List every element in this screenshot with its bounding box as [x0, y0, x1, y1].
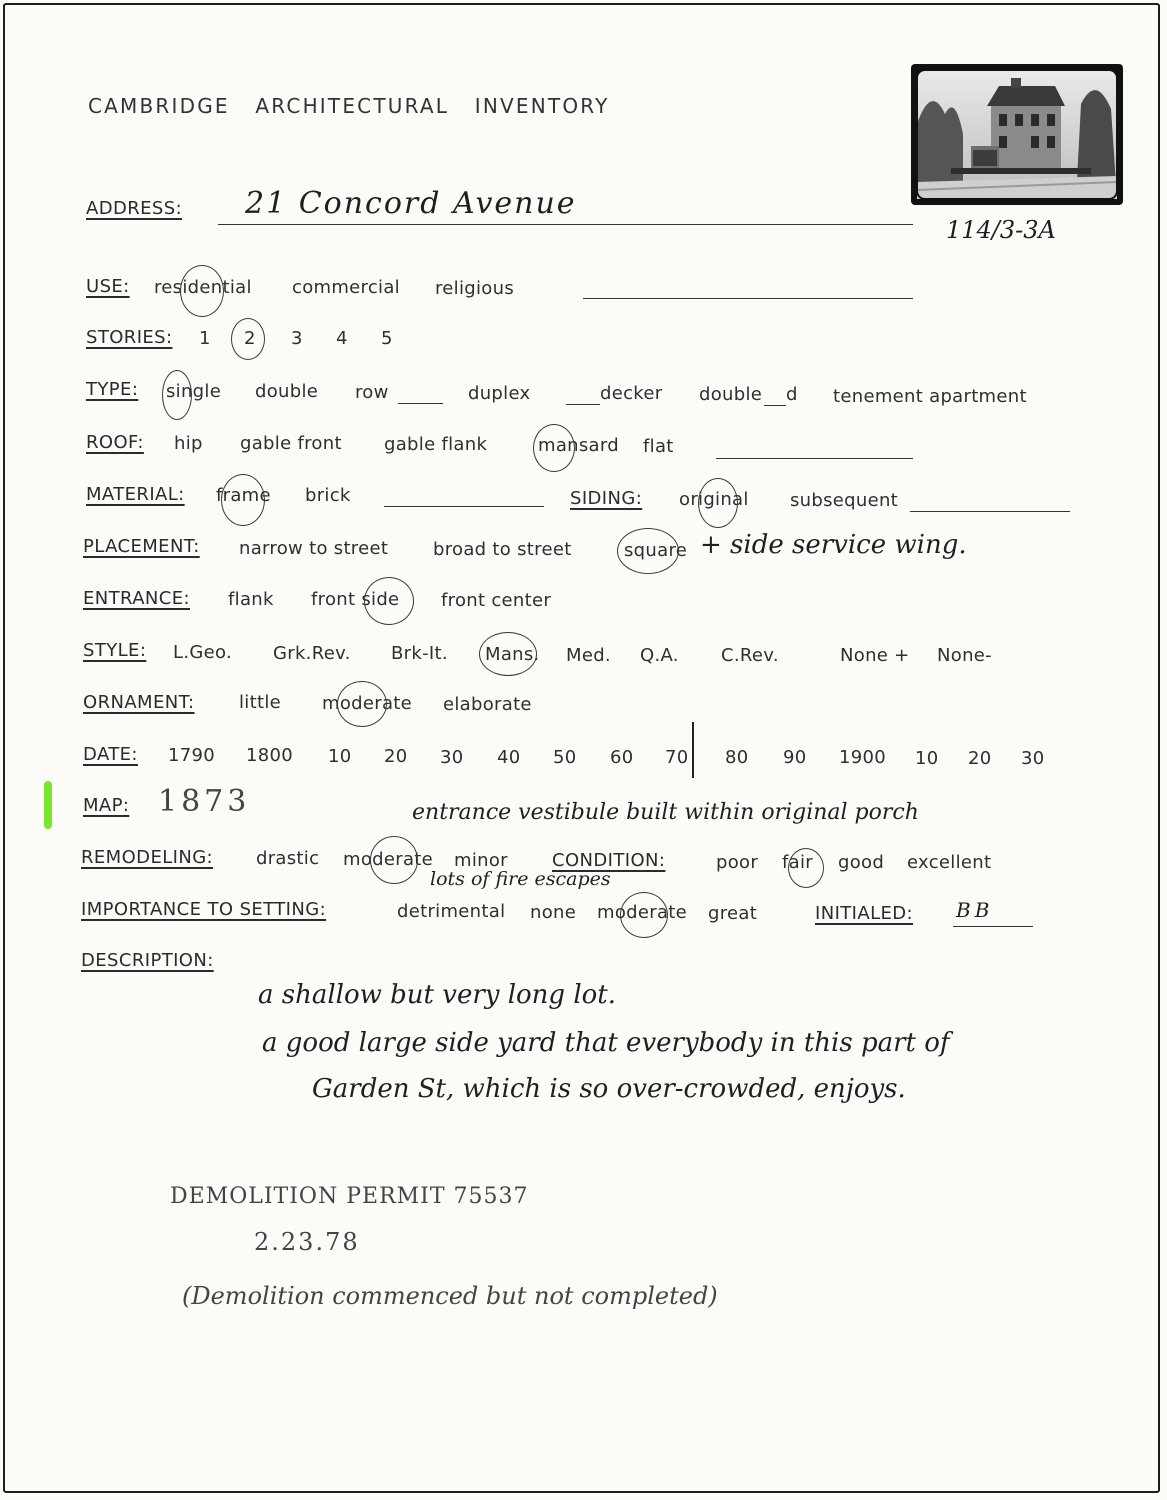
parcel-number: 114/3-3A [946, 216, 1056, 244]
roof-gable-flank: gable flank [384, 434, 488, 455]
roof-selection-circle [533, 424, 575, 472]
entrance-front-side: front side [311, 589, 400, 610]
demolition-note: (Demolition commenced but not completed) [182, 1282, 718, 1310]
condition-fair: fair [782, 852, 813, 873]
date-label: DATE: [83, 744, 138, 765]
use-other-line [583, 298, 913, 299]
building-photo [911, 64, 1123, 205]
ornament-moderate: moderate [322, 693, 413, 714]
address-value: 21 Concord Avenue [245, 186, 577, 221]
style-label: STYLE: [83, 640, 147, 661]
type-single: single [166, 381, 222, 402]
style-selection-circle [479, 632, 537, 676]
type-label: TYPE: [86, 379, 139, 400]
importance-none: none [530, 902, 577, 923]
placement-square: square [624, 540, 688, 561]
siding-subsequent: subsequent [790, 490, 899, 511]
condition-good: good [838, 852, 885, 873]
siding-other-line [910, 511, 1070, 512]
roof-label: ROOF: [86, 432, 144, 453]
date-1920: 20 [968, 748, 992, 769]
ornament-elaborate: elaborate [443, 694, 532, 715]
siding-selection-circle [698, 478, 738, 528]
placement-narrow: narrow to street [239, 538, 389, 559]
remodeling-minor: minor [454, 850, 508, 871]
use-residential: residential [154, 277, 252, 298]
siding-label: SIDING: [570, 488, 643, 509]
type-duplex: duplex [468, 383, 531, 404]
description-line-3: Garden St, which is so over-crowded, enjoys. [312, 1074, 906, 1104]
stories-5: 5 [381, 328, 393, 349]
style-brkit: Brk-It. [391, 643, 448, 664]
initialed-line [953, 926, 1033, 927]
entrance-label: ENTRANCE: [83, 588, 190, 609]
importance-selection-circle [620, 892, 668, 938]
use-commercial: commercial [292, 277, 400, 298]
material-brick: brick [305, 485, 351, 506]
form-title: CAMBRIDGE ARCHITECTURAL INVENTORY [88, 94, 610, 118]
date-30: 30 [440, 747, 464, 768]
type-selection-circle [162, 370, 192, 420]
date-1800: 1800 [246, 745, 294, 766]
roof-other-line [716, 458, 913, 459]
condition-label: CONDITION: [552, 850, 666, 871]
material-other-line [384, 506, 544, 507]
importance-label: IMPORTANCE TO SETTING: [81, 899, 327, 920]
importance-moderate: moderate [597, 902, 688, 923]
condition-poor: poor [716, 852, 759, 873]
description-label: DESCRIPTION: [81, 950, 214, 971]
roof-mansard: mansard [538, 435, 619, 456]
style-none-plus: None + [840, 645, 910, 666]
remodeling-moderate: moderate [343, 849, 434, 870]
initialed-value: BB [956, 898, 994, 922]
type-double: double [255, 381, 319, 402]
stories-label: STORIES: [86, 327, 173, 348]
stories-1: 1 [199, 328, 211, 349]
entrance-flank: flank [228, 589, 274, 610]
remodeling-note: entrance vestibule built within original porch [412, 800, 919, 825]
remodeling-selection-circle [370, 836, 418, 884]
use-label: USE: [86, 276, 130, 297]
date-20: 20 [384, 746, 408, 767]
material-frame: frame [216, 485, 271, 506]
placement-broad: broad to street [433, 539, 572, 560]
style-lgeo: L.Geo. [173, 642, 232, 663]
remodeling-drastic: drastic [256, 848, 320, 869]
entrance-front-center: front center [441, 590, 552, 611]
material-label: MATERIAL: [86, 484, 185, 505]
date-10: 10 [328, 746, 352, 767]
use-selection-circle [180, 265, 224, 317]
stories-4: 4 [336, 328, 348, 349]
type-row-line [398, 403, 443, 404]
address-label: ADDRESS: [86, 198, 183, 219]
ornament-selection-circle [337, 681, 387, 727]
initialed-label: INITIALED: [815, 903, 914, 924]
roof-flat: flat [643, 436, 674, 457]
date-1930: 30 [1021, 748, 1045, 769]
type-double-d-line [764, 405, 786, 406]
condition-excellent: excellent [907, 852, 992, 873]
house-photo-image [911, 64, 1123, 205]
date-40: 40 [497, 747, 521, 768]
condition-selection-circle [788, 848, 824, 888]
type-tenement-apartment: tenement apartment [833, 386, 1027, 407]
date-50: 50 [553, 747, 577, 768]
date-70: 70 [665, 747, 689, 768]
style-med: Med. [566, 645, 611, 666]
stories-2: 2 [244, 328, 256, 349]
type-decker-line [566, 404, 600, 405]
date-marker-line [692, 722, 694, 778]
date-1790: 1790 [168, 745, 216, 766]
siding-original: original [679, 489, 749, 510]
style-grkrev: Grk.Rev. [273, 643, 351, 664]
ornament-label: ORNAMENT: [83, 692, 195, 713]
importance-detrimental: detrimental [397, 901, 506, 922]
placement-note: + side service wing. [700, 530, 967, 560]
importance-note: lots of fire escapes [430, 868, 611, 890]
use-religious: religious [435, 278, 515, 299]
date-1900: 1900 [839, 747, 887, 768]
placement-label: PLACEMENT: [83, 536, 200, 557]
demolition-permit: DEMOLITION PERMIT 75537 [170, 1184, 529, 1209]
entrance-selection-circle [364, 577, 414, 625]
map-label: MAP: [83, 795, 130, 816]
type-double-d: d [786, 384, 798, 405]
map-value: 1873 [158, 784, 251, 819]
type-row: row [355, 382, 389, 403]
style-qa: Q.A. [640, 645, 679, 666]
style-mans: Mans. [485, 644, 540, 665]
placement-selection-circle [617, 528, 679, 574]
remodeling-label: REMODELING: [81, 847, 214, 868]
stories-3: 3 [291, 328, 303, 349]
ornament-little: little [239, 692, 281, 713]
material-selection-circle [221, 474, 265, 526]
style-crev: C.Rev. [721, 645, 779, 666]
date-1910: 10 [915, 748, 939, 769]
date-90: 90 [783, 747, 807, 768]
date-60: 60 [610, 747, 634, 768]
date-80: 80 [725, 747, 749, 768]
roof-hip: hip [174, 433, 203, 454]
address-line [218, 224, 913, 225]
stories-selection-circle [231, 318, 265, 360]
importance-great: great [708, 903, 758, 924]
roof-gable-front: gable front [240, 433, 342, 454]
type-double-decker: double [699, 384, 763, 405]
description-line-1: a shallow but very long lot. [258, 980, 617, 1010]
style-none-minus: None- [937, 645, 992, 666]
demolition-date: 2.23.78 [254, 1228, 360, 1256]
type-decker: decker [600, 383, 663, 404]
highlighter-mark [44, 781, 52, 829]
description-line-2: a good large side yard that everybody in this part of [262, 1028, 950, 1058]
